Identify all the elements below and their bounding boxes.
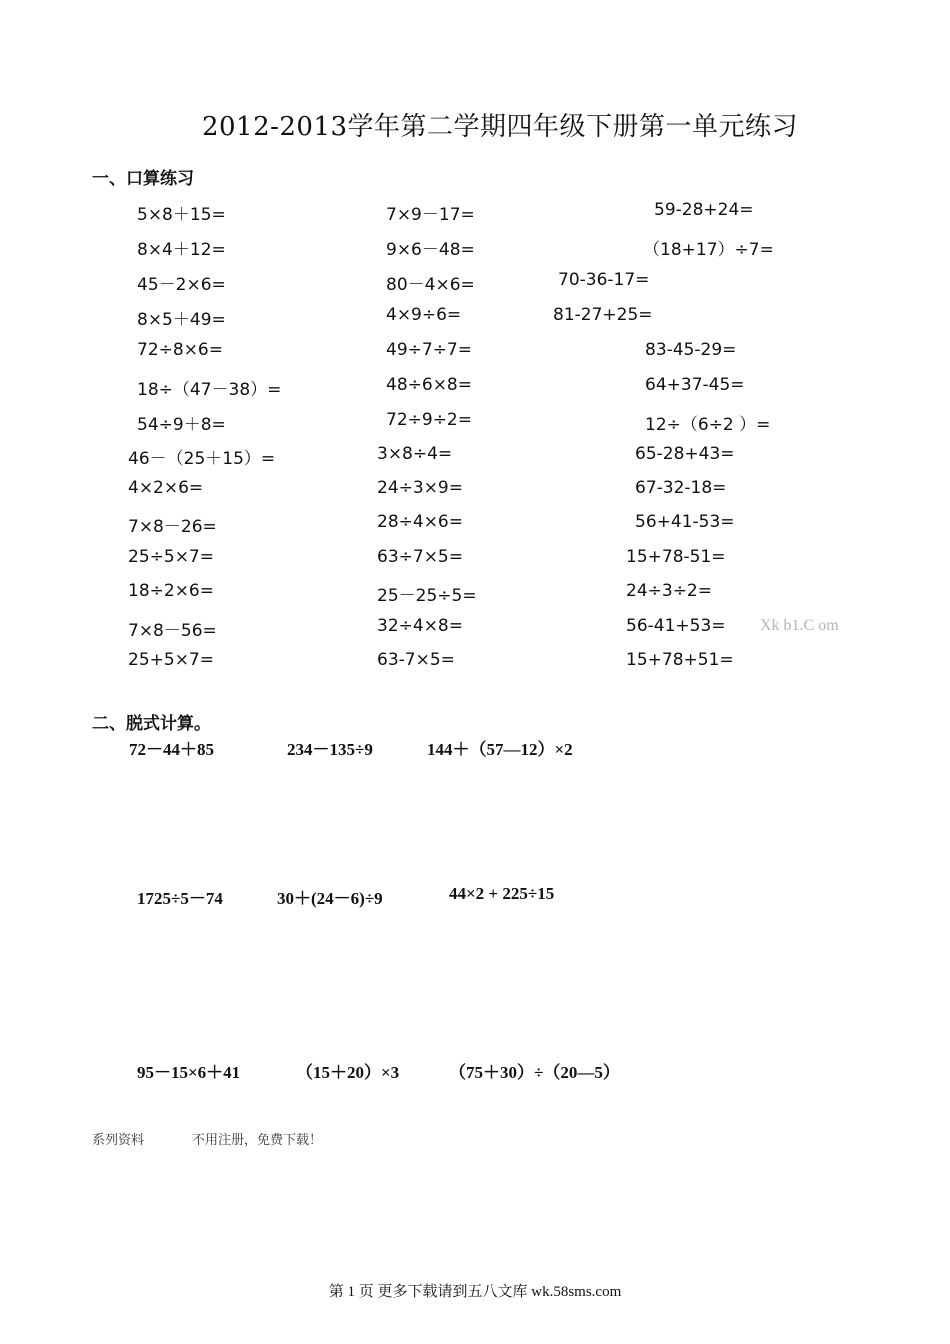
- oral-row: [0, 547, 950, 577]
- section-heading-calc: 二、脱式计算。: [92, 714, 211, 734]
- calc-problem: 144＋（57—12）×2: [427, 740, 573, 759]
- oral-row: [0, 235, 950, 265]
- oral-problem: 18÷（47－38）=: [137, 380, 282, 400]
- oral-row: [0, 478, 950, 508]
- oral-problem: （18+17）÷7=: [643, 240, 774, 260]
- oral-problem: 8×5＋49=: [137, 310, 226, 330]
- oral-row: [0, 375, 950, 405]
- oral-row: [0, 581, 950, 611]
- oral-problem: 67-32-18=: [635, 478, 727, 498]
- oral-problem: 49÷7÷7=: [386, 340, 472, 360]
- calc-problem: （75＋30）÷（20—5）: [449, 1063, 620, 1082]
- calc-row: [0, 1058, 950, 1088]
- calc-row: [0, 884, 950, 914]
- oral-row: [0, 512, 950, 542]
- oral-row: [0, 270, 950, 300]
- oral-problem: 56+41-53=: [635, 512, 735, 532]
- oral-problem: 24÷3÷2=: [626, 581, 712, 601]
- calc-problem: （15＋20）×3: [296, 1063, 400, 1082]
- oral-problem: 25+5×7=: [128, 650, 214, 670]
- calc-problem: 30＋(24－6)÷9: [277, 889, 383, 908]
- oral-problem: 7×8－26=: [128, 517, 217, 537]
- oral-problem: 83-45-29=: [645, 340, 737, 360]
- footer-note-right: 不用注册，免费下载！: [192, 1133, 323, 1148]
- oral-problem: 56-41+53=: [626, 616, 726, 636]
- oral-problem: 7×9－17=: [386, 205, 475, 225]
- oral-problem: 46－（25＋15）=: [128, 449, 276, 469]
- oral-problem: 25÷5×7=: [128, 547, 214, 567]
- oral-problem: 3×8÷4=: [377, 444, 453, 464]
- oral-problem: 72÷9÷2=: [386, 410, 472, 430]
- oral-problem: 54÷9＋8=: [137, 415, 226, 435]
- oral-problem: 18÷2×6=: [128, 581, 214, 601]
- oral-problem: 70-36-17=: [558, 270, 650, 290]
- calc-problem: 234－135÷9: [287, 740, 373, 759]
- oral-row: [0, 444, 950, 474]
- oral-problem: 64+37-45=: [645, 375, 745, 395]
- calc-row: [0, 735, 950, 765]
- oral-problem: 63-7×5=: [377, 650, 455, 670]
- oral-row: [0, 410, 950, 440]
- footer-note-left: 系列资料: [92, 1133, 145, 1148]
- calc-problem: 72－44＋85: [129, 740, 214, 759]
- calc-problem: 95－15×6＋41: [137, 1063, 241, 1082]
- oral-problem: 4×2×6=: [128, 478, 204, 498]
- oral-row: [0, 340, 950, 370]
- oral-problem: 72÷8×6=: [137, 340, 223, 360]
- oral-problem: 4×9÷6=: [386, 305, 462, 325]
- oral-problem: 25－25÷5=: [377, 586, 477, 606]
- oral-problem: 59-28+24=: [654, 200, 754, 220]
- section-heading-oral: 一、口算练习: [92, 169, 194, 189]
- watermark-text: Xk b1.C om: [760, 617, 839, 634]
- oral-problem: 80－4×6=: [386, 275, 475, 295]
- oral-problem: 28÷4×6=: [377, 512, 463, 532]
- oral-problem: 81-27+25=: [553, 305, 653, 325]
- oral-problem: 8×4＋12=: [137, 240, 226, 260]
- oral-problem: 12÷（6÷2 ）=: [645, 415, 771, 435]
- oral-row: [0, 650, 950, 680]
- oral-problem: 9×6－48=: [386, 240, 475, 260]
- oral-row: [0, 305, 950, 335]
- oral-problem: 65-28+43=: [635, 444, 735, 464]
- calc-problem: 1725÷5－74: [137, 889, 223, 908]
- oral-problem: 32÷4×8=: [377, 616, 463, 636]
- oral-row: [0, 200, 950, 230]
- page-title: 2012-2013学年第二学期四年级下册第一单元练习: [201, 112, 799, 142]
- oral-problem: 63÷7×5=: [377, 547, 463, 567]
- oral-problem: 15+78-51=: [626, 547, 726, 567]
- calc-problem: 44×2 + 225÷15: [449, 884, 555, 903]
- oral-problem: 24÷3×9=: [377, 478, 463, 498]
- page-footer: 第 1 页 更多下载请到五八文库 wk.58sms.com: [328, 1284, 622, 1300]
- oral-problem: 7×8－56=: [128, 621, 217, 641]
- oral-problem: 45－2×6=: [137, 275, 226, 295]
- oral-problem: 5×8＋15=: [137, 205, 226, 225]
- oral-problem: 15+78+51=: [626, 650, 734, 670]
- oral-problem: 48÷6×8=: [386, 375, 472, 395]
